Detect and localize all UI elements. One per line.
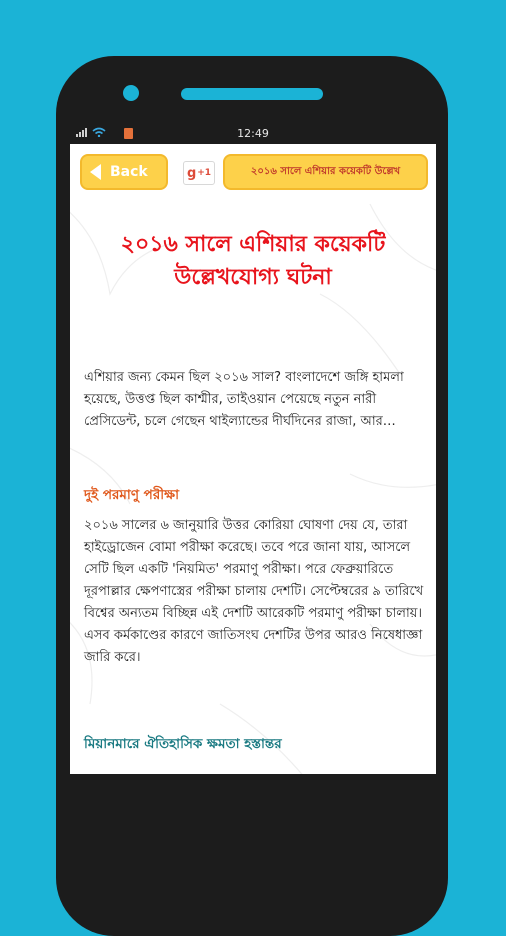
camera-icon [123,85,139,101]
section-heading-myanmar: মিয়ানমারে ঐতিহাসিক ক্ষমতা হস্তান্তর [84,736,282,752]
speaker-grille [181,88,323,100]
back-button-label: Back [110,164,148,180]
app-screen [70,144,436,774]
status-time: 12:49 [237,127,269,140]
section-body-nuclear-tests: ২০১৬ সালের ৬ জানুয়ারি উত্তর কোরিয়া ঘোষণা দেয় যে, তারা হাইড্রোজেন বোমা পরীক্ষা করেছে। তবে পরে জানা যায়, আসলে সেটি ছিল একটি 'নিয়মিত' পরমাণু পরীক্ষা। পরে ফেব্রুয়ারিতে দূরপাল্লার ক্ষেপণাস্ত্রের পরীক্ষা চালায় দেশটি। সেপ্টেম্বরের ৯ তারিখে বিশ্বের অন্যতম বিচ্ছিন্ন এই দেশটি আরেকটি পরমাণু পরীক্ষা চালায়। এসব কর্মকাণ্ডের কারণে জাতিসংঘ দেশটির উপর আরও নিষেধাজ্ঞা জারি করে। [84,518,424,665]
plus-one-label: +1 [197,168,212,178]
status-bar [70,124,436,144]
toolbar [70,144,436,202]
article-title-button[interactable]: ২০১৬ সালে এশিয়ার কয়েকটি উল্লেখ [223,154,428,190]
google-plus-one-button[interactable] [183,161,215,185]
section-heading-nuclear-tests: দুই পরমাণু পরীক্ষা [84,487,179,503]
back-arrow-icon [90,164,101,180]
google-plus-icon: g [186,165,197,181]
article-intro: এশিয়ার জন্য কেমন ছিল ২০১৬ সাল? বাংলাদেশে জঙ্গি হামলা হয়েছে, উত্তপ্ত ছিল কাশ্মীর, তাইওয়ান পেয়েছে নতুন নারী প্রেসিডেন্ট, চলে গেছেন থাইল্যান্ডের দীর্ঘদিনের রাজা, আর… [84,370,404,429]
back-button[interactable] [80,154,168,190]
article-headline: ২০১৬ সালে এশিয়ার কয়েকটি উল্লেখযোগ্য ঘটনা [120,232,386,290]
